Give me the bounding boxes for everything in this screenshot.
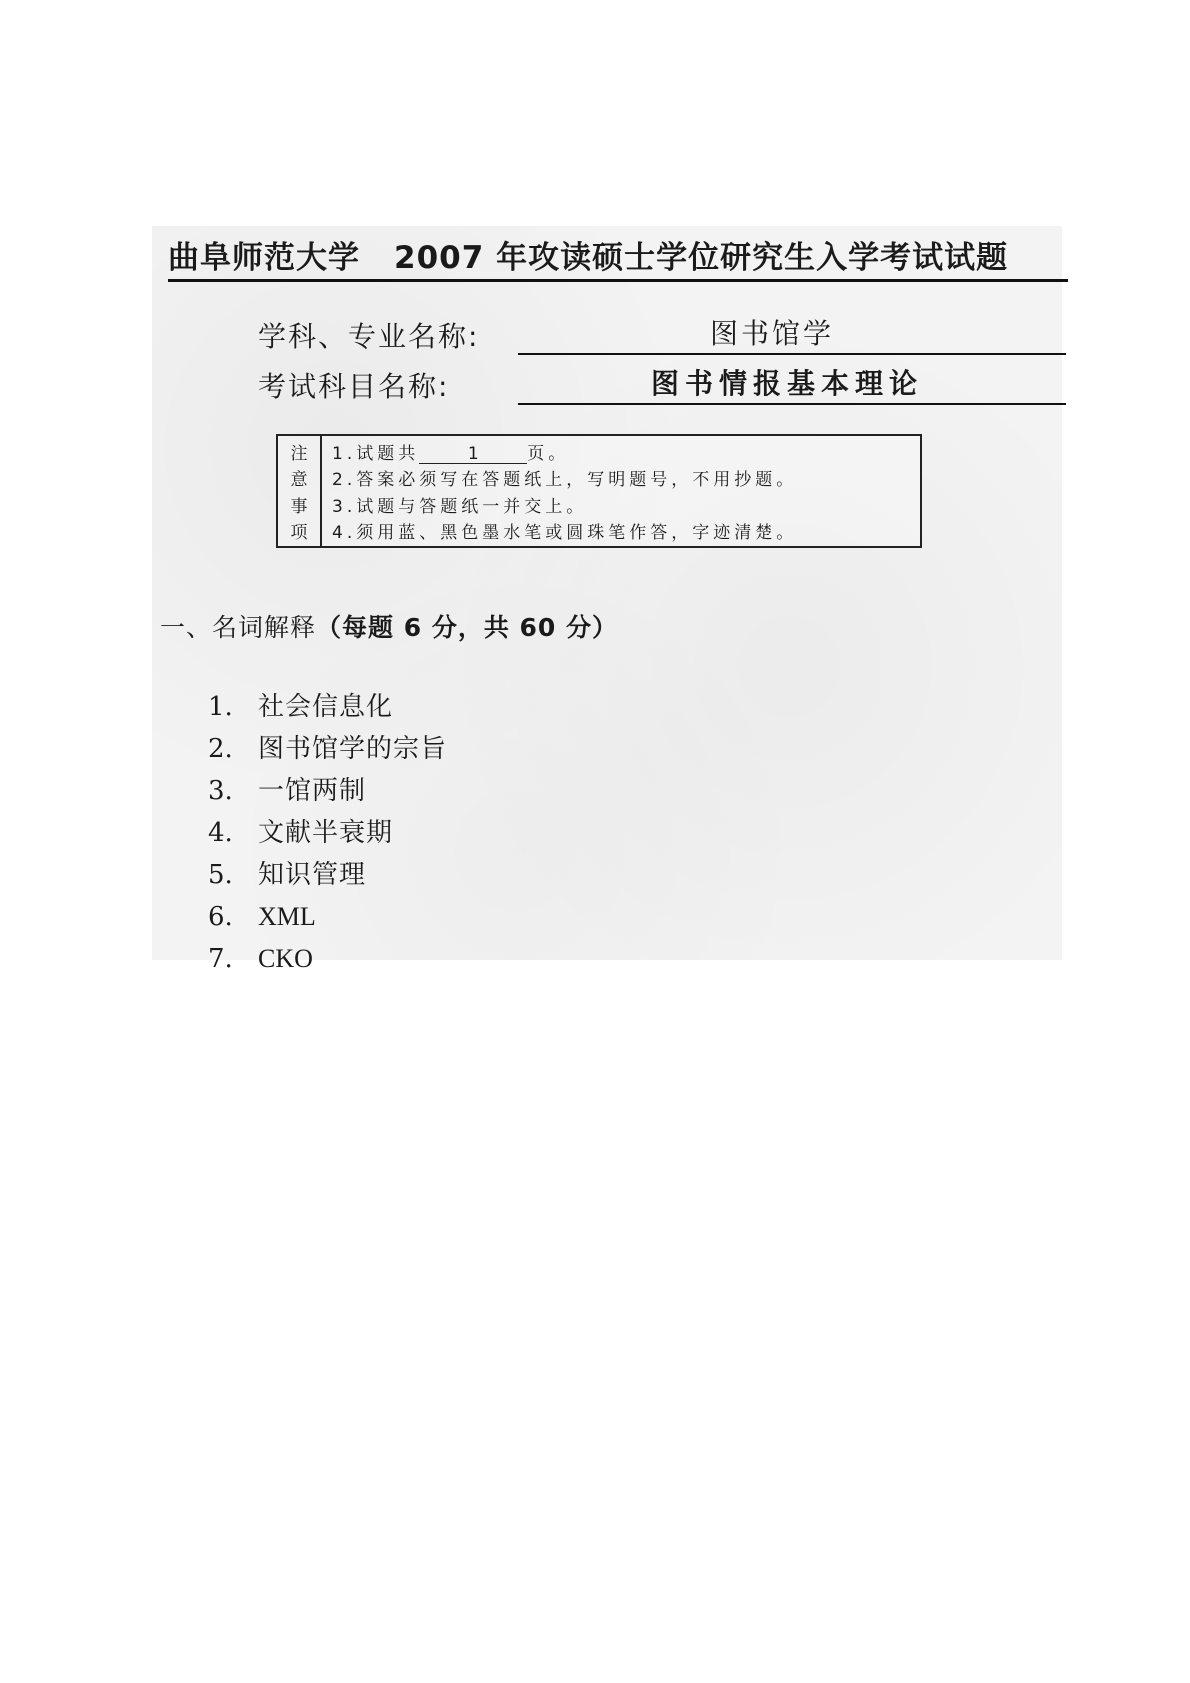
list-item xyxy=(208,686,447,728)
item-text: XML xyxy=(258,902,316,931)
term-list xyxy=(208,686,447,980)
item-number: 7. xyxy=(208,944,233,974)
subject-row xyxy=(258,362,1066,405)
page-count: 1 xyxy=(419,445,527,464)
section-number: 一、 xyxy=(160,613,213,642)
notice-heading-char: 注 xyxy=(290,443,308,464)
subject-label: 考试科目名称: xyxy=(258,370,450,403)
list-item xyxy=(208,728,447,770)
item-text: 图书馆学的宗旨 xyxy=(258,734,448,764)
section-title: 名词解释 xyxy=(212,613,317,642)
exam-year: 2007 xyxy=(394,240,485,276)
section-note: （每题 6 分，共 60 分） xyxy=(316,613,619,642)
list-item xyxy=(208,812,447,854)
exam-title xyxy=(168,232,1068,282)
item-number: 2. xyxy=(208,734,233,764)
major-value: 图书馆学 xyxy=(518,312,1066,355)
list-item xyxy=(208,770,447,812)
section-heading xyxy=(160,608,618,644)
item-number: 3. xyxy=(208,776,233,806)
notice-item-1-suffix: 页。 xyxy=(527,443,570,464)
item-number: 1. xyxy=(208,692,233,722)
notice-item-3: 3.试题与答题纸一并交上。 xyxy=(332,496,588,517)
notice-heading-char: 意 xyxy=(290,470,308,491)
notice-box xyxy=(276,434,922,548)
item-text: 社会信息化 xyxy=(258,692,394,722)
notice-item-2: 2.答案必须写在答题纸上，写明题号，不用抄题。 xyxy=(332,470,798,491)
major-row xyxy=(258,312,1066,355)
university-name: 曲阜师范大学 xyxy=(168,240,360,276)
item-text: CKO xyxy=(258,944,313,973)
list-item xyxy=(208,896,447,938)
item-text: 知识管理 xyxy=(258,860,367,890)
notice-heading-char: 项 xyxy=(290,523,308,544)
notice-items xyxy=(322,436,920,546)
item-number: 5. xyxy=(208,860,233,890)
item-text: 一馆两制 xyxy=(258,776,367,806)
notice-heading-char: 事 xyxy=(290,496,308,517)
notice-item-1-prefix: 1.试题共 xyxy=(332,443,420,464)
notice-heading xyxy=(278,436,322,546)
item-text: 文献半衰期 xyxy=(258,818,394,848)
notice-item-1 xyxy=(332,439,920,464)
list-item xyxy=(208,938,447,980)
list-item xyxy=(208,854,447,896)
subject-value: 图书情报基本理论 xyxy=(518,362,1066,405)
exam-title-text: 年攻读硕士学位研究生入学考试试题 xyxy=(496,240,1009,276)
major-label: 学科、专业名称: xyxy=(258,320,480,353)
notice-item-4: 4.须用蓝、黑色墨水笔或圆珠笔作答，字迹清楚。 xyxy=(332,523,798,544)
item-number: 6. xyxy=(208,902,233,932)
item-number: 4. xyxy=(208,818,233,848)
